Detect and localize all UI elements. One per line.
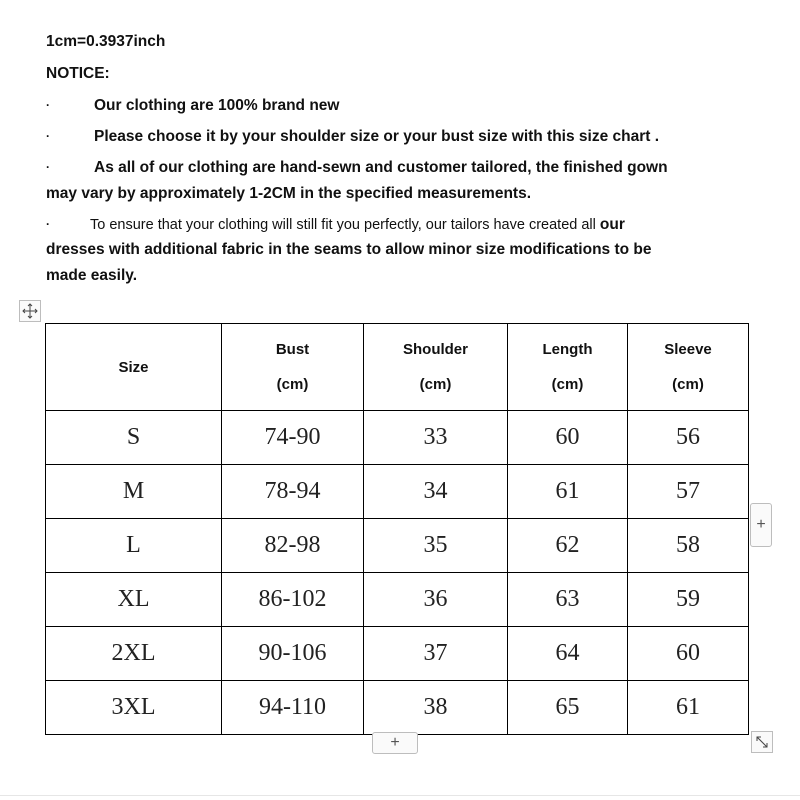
cell-sleeve: 56: [628, 411, 749, 465]
cell-bust: 74-90: [222, 411, 364, 465]
cell-sleeve: 61: [628, 681, 749, 735]
cell-shoulder: 37: [364, 627, 508, 681]
cell-bust: 94-110: [222, 681, 364, 735]
cell-length: 60: [508, 411, 628, 465]
conversion-note: 1cm=0.3937inch: [46, 33, 166, 50]
notice-fit-line1-end: our: [599, 216, 625, 233]
notice-size-chart: Please choose it by your shoulder size or your bust size with this size chart .: [94, 128, 660, 145]
cell-shoulder: 38: [364, 681, 508, 735]
table-row: [46, 519, 749, 573]
cell-size: 2XL: [46, 627, 222, 681]
header-sleeve: [628, 324, 749, 411]
cell-length: 63: [508, 573, 628, 627]
cell-size: L: [46, 519, 222, 573]
table-row: [46, 411, 749, 465]
notice-fit-line1-text: To ensure that your clothing will still fit you perfectly, our tailors have created all: [90, 217, 596, 233]
cell-sleeve: 58: [628, 519, 749, 573]
notice-hand-sewn-line1: As all of our clothing are hand-sewn and customer tailored, the finished gown: [94, 159, 668, 176]
add-row-button[interactable]: [372, 732, 418, 754]
add-column-button[interactable]: [750, 503, 772, 547]
notice-fit-line3: made easily.: [46, 267, 138, 284]
header-size: [46, 324, 222, 411]
cell-size: XL: [46, 573, 222, 627]
bullet-3: ·: [46, 160, 50, 174]
resize-arrows-icon: [754, 734, 770, 750]
bullet-1: ·: [46, 98, 50, 112]
cell-bust: 86-102: [222, 573, 364, 627]
notice-fit-line1: [90, 216, 625, 234]
cell-length: 65: [508, 681, 628, 735]
header-sleeve-label: Sleeve: [664, 341, 712, 358]
bullet-2: ·: [46, 129, 50, 143]
cell-shoulder: 34: [364, 465, 508, 519]
page-bottom-divider: [0, 795, 800, 796]
cell-sleeve: 57: [628, 465, 749, 519]
notice-brand-new: Our clothing are 100% brand new: [94, 97, 340, 114]
cell-length: 61: [508, 465, 628, 519]
notice-heading: NOTICE:: [46, 65, 110, 82]
header-sleeve-unit: (cm): [672, 376, 704, 393]
table-move-handle[interactable]: [19, 300, 41, 322]
table-header-row: [46, 324, 749, 411]
cell-shoulder: 33: [364, 411, 508, 465]
cell-shoulder: 36: [364, 573, 508, 627]
notice-fit-line2: dresses with additional fabric in the seams to allow minor size modifications to be: [46, 241, 652, 258]
notice-hand-sewn-line2: may vary by approximately 1-2CM in the specified measurements.: [46, 185, 531, 202]
cell-sleeve: 60: [628, 627, 749, 681]
cell-bust: 78-94: [222, 465, 364, 519]
bullet-4: ·: [46, 217, 50, 231]
header-size-label: Size: [118, 358, 149, 376]
cell-shoulder: 35: [364, 519, 508, 573]
cell-size: S: [46, 411, 222, 465]
header-bust-unit: (cm): [276, 376, 309, 393]
table-row: [46, 573, 749, 627]
cell-size: M: [46, 465, 222, 519]
plus-icon: +: [390, 734, 400, 751]
cell-sleeve: 59: [628, 573, 749, 627]
move-arrows-icon: [21, 302, 39, 320]
header-length-unit: (cm): [551, 376, 584, 393]
header-shoulder-label: Shoulder: [402, 341, 468, 358]
header-shoulder-unit: (cm): [419, 376, 452, 393]
cell-bust: 82-98: [222, 519, 364, 573]
header-bust-label: Bust: [275, 341, 310, 358]
plus-icon: +: [756, 516, 766, 533]
cell-length: 62: [508, 519, 628, 573]
header-length: [508, 324, 628, 411]
table-resize-handle[interactable]: [751, 731, 773, 753]
header-length-label: Length: [542, 341, 593, 358]
cell-size: 3XL: [46, 681, 222, 735]
table-row: [46, 681, 749, 735]
cell-length: 64: [508, 627, 628, 681]
cell-bust: 90-106: [222, 627, 364, 681]
header-bust: [222, 324, 364, 411]
table-row: [46, 627, 749, 681]
size-chart-table: [45, 323, 749, 735]
table-row: [46, 465, 749, 519]
header-shoulder: [364, 324, 508, 411]
